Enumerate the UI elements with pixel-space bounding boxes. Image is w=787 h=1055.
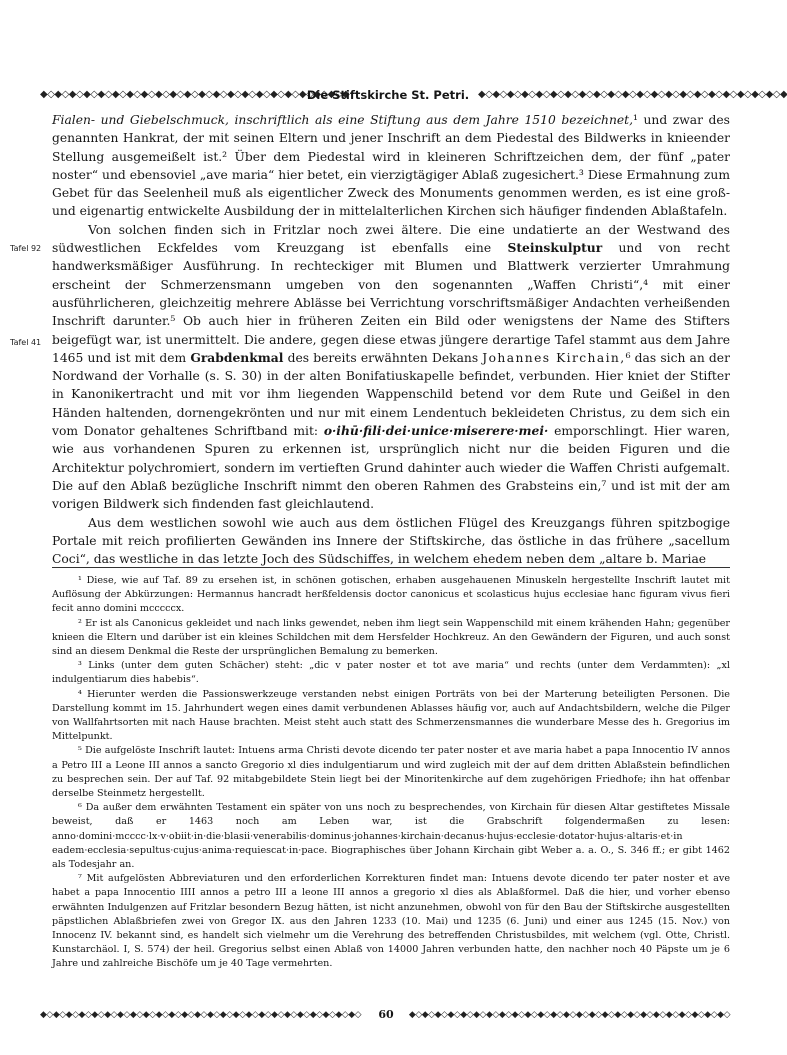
header-ornament-right: ◆◇◆◇◆◇◆◇◆◇◆◇◆◇◆◇◆◇◆◇◆◇◆◇◆◇◆◇◆◇◆◇◆◇◆◇◆◇◆◇◆◇◆ — [478, 89, 787, 100]
main-text — [52, 111, 730, 568]
margin-note-tafel-41: Tafel 41 — [10, 338, 42, 347]
paragraph-1 — [52, 111, 730, 221]
margin-note-tafel-92: Tafel 92 — [10, 244, 42, 253]
footnote: ⁶ Da außer dem erwähnten Testament ein später von uns noch zu besprechendes, von Kirchain für diesen Altar gestiftetes Missale beweist, daß er 1463 noch am Leben war, ist die Grabschrift folgendermaßen zu lesen: anno·domini·mcccc·lx·v·obiit·in·die·blasii·venerabilis·dominus·johannes·kirchain·decanus·hujus·ecclesie·dotator·hujus·altaris·et·in eadem·ecclesia·sepultus·cujus·anima·requiescat·in·pace. Biographisches über Johann Kirchain gibt Weber a. a. O., S. 346 ff.; er gibt 1462 als Todesjahr an. — [52, 802, 730, 871]
footnotes — [52, 574, 730, 972]
page-number: 60 — [378, 1008, 394, 1021]
footnote: ² Er ist als Canonicus gekleidet und nach links gewendet, neben ihm liegt sein Wappenschild mit einem krähenden Hahn; gegenüber knieen die Eltern und darüber ist ein kleines Schildchen mit dem Hersfelder Hochkreuz. An den Gewändern der Figuren, und auch sonst sind an diesem Denkmal die Reste der ursprünglichen Bemalung zu bemerken. — [52, 617, 730, 658]
footer-ornament-right: ◆◇◆◇◆◇◆◇◆◇◆◇◆◇◆◇◆◇◆◇◆◇◆◇◆◇◆◇◆◇◆◇◆◇◆◇◆◇◆◇◆◇◆◇◆◇◆◇◆◇ — [408, 1010, 730, 1020]
inscription-italic: Fialen- und Giebelschmuck, inschriftlich als eine Stiftung aus dem Jahre 1510 bezeichnet, — [52, 113, 634, 127]
paragraph-2 — [52, 221, 730, 514]
name-johannes-kirchain: Johannes Kirchain, — [482, 350, 626, 365]
footer-ornament-left: ◆◇◆◇◆◇◆◇◆◇◆◇◆◇◆◇◆◇◆◇◆◇◆◇◆◇◆◇◆◇◆◇◆◇◆◇◆◇◆◇◆◇◆◇◆◇◆◇◆◇ — [40, 1010, 362, 1020]
footnote-rule — [52, 567, 730, 568]
footnote: ⁴ Hierunter werden die Passionswerkzeuge verstanden nebst einigen Porträts von bei der Marterung beteiligten Personen. Die Darstellung kommt im 15. Jahrhundert wegen eines damit verbundenen Ablasses häufig vor, auch auf Andachtsbildern, welche die Pilger von Wallfahrtsorten mit nach Hause brachten. Meist steht auch statt des Schmerzensmannes die wunderbare Messe des h. Gregorius im Mittelpunkt. — [52, 688, 730, 743]
term-grabdenkmal: Grabdenkmal — [190, 349, 284, 365]
paragraph-3: Aus dem westlichen sowohl wie auch aus dem östlichen Flügel des Kreuzgangs führen spitzbogige Portale mit reich profilierten Gewänden ins Innere der Stiftskirche, das östliche in das frühere „sacellum Coci“, das westliche in das letzte Joch des Südschiffes, in welchem ehedem neben dem „altare b. Mariae — [52, 515, 730, 567]
paragraph-2-text-a: Von solchen finden sich in Fritzlar noch zwei ältere. Die eine undatierte an der Westwand des südwestlichen Eckfeldes vom Kreuzgang ist ebenfalls eine — [52, 222, 730, 256]
paragraph-2-text-g: ⁶ das sich an der Nordwand der Vorhalle (s. S. 30) in der alten Bonifatiuskapelle befindet, verbunden. Hier kniet der Stifter in Kanonikertracht und mit vor ihm liegenden Wappenschild betend vor dem Rute und Geißel in den Händen haltenden, dornengekrönten und nur mit einem Lendentuch bekleideten Christus, zu dem sich ein vom Donator gehaltenes Schriftband mit: — [52, 350, 730, 439]
running-footer — [40, 1007, 730, 1023]
paragraph-1-text: ¹ und zwar des genannten Hankrat, der mit seinen Eltern und jener Inschrift an dem Piedestal des Bildwerks in knieender Stellung ausgemeißelt ist.² Über dem Piedestal wird in kleineren Schriftzeichen dem, der fünf „pater noster“ und ebensoviel „ave maria“ hier betet, ein vierzigtägiger Ablaß zugesichert.³ Diese Ermahnung zum Gebet für das Seelenheil muß als eigentlicher Zweck des Monuments genommen werden, es ist eine groß- und eigenartig entwickelte Ausbildung der in mittelalterlichen Kirchen sich häufiger findenden Ablaßtafeln. — [52, 113, 730, 219]
paragraph-2-text-c: und von recht handwerksmäßiger Ausführung. In rechteckiger mit Blumen und Blattwerk verzierter Umrahmung erscheint der Schmerzensmann umgeben von den sogenannten „Waffen Christi“,⁴ mit einer ausführlicheren, gleichzeitig mehrere Ablässe bei Verrichtung vorschriftsmäßiger Andachten verheißenden Inschrift darunter.⁵ Ob auch hier in früheren Zeiten ein Bild oder wenigstens der Name des Stifters beigefügt war, ist unermittelt. Die andere, gegen diese etwas jüngere derartige Tafel stammt aus dem Jahre 1465 und ist mit dem — [52, 241, 730, 365]
header-ornament-left: ◆◇◆◇◆◇◆◇◆◇◆◇◆◇◆◇◆◇◆◇◆◇◆◇◆◇◆◇◆◇◆◇◆◇◆◇◆◇◆◇◆◇◆ — [40, 89, 350, 100]
paragraph-2-text-i: emporschlingt. Hier waren, wie aus vorhandenen Spuren zu erkennen ist, ursprünglich nicht nur die beiden Figuren und die Architektur polychromiert, sondern im vertieften Grund dahinter auch wieder die Waffen Christi aufgemalt. Die auf den Ablaß bezügliche Inschrift nimmt den oberen Rahmen des Grabsteins ein,⁷ und ist mit der am vorigen Bildwerk sich findenden fast gleichlautend. — [52, 424, 730, 512]
footnote: ⁷ Mit aufgelösten Abbreviaturen und den erforderlichen Korrekturen findet man: Intuens devote dicendo ter pater noster et ave habet a papa Innocentio IIII annos a petro III a leone III annos a gregorio xl dies als Ablaßformel. Daß die hier, und vorher ebenso erwähnten Indulgenzen auf Fritzlar besondern Bezug hätten, ist nicht anzunehmen, obwohl von für den Bau der Stiftskirche ausgestellten päpstlichen Ablaßbriefen zwei von Gregor IX. aus den Jahren 1233 (10. Mai) und 1235 (6. Juni) und einer aus 1245 (15. Nov.) von Innocenz IV. bekannt sind, es handelt sich vielmehr um die Verehrung des betreffenden Christusbildes, mit welchem (vgl. Otte, Christl. Kunstarchäol. I, S. 574) der heil. Gregorius selbst einen Ablaß von 14000 Jahren verbunden hatte, den nachher noch 40 Päpste um je 6 Jahre und zahlreiche Bischöfe um je 40 Tage vermehrten. — [52, 873, 730, 970]
footnote: ⁵ Die aufgelöste Inschrift lautet: Intuens arma Christi devote dicendo ter pater noster et ave maria habet a papa Innocentio IV annos a Petro III a Leone III annos a sancto Gregorio xl dies indulgentiarum und wird zugleich mit der auf dem dritten Ablaßstein befindlichen zu besprechen sein. Der auf Taf. 92 mitabgebildete Stein liegt bei der Minoritenkirche auf dem zugehörigen Friedhofe; ihn hat offenbar derselbe Steinmetz hergestellt. — [52, 745, 730, 800]
running-header — [40, 85, 787, 105]
inscription-band: o·ihū·fili·dei·unice·miserere·mei· — [323, 423, 549, 439]
running-title: Die Stiftskirche St. Petri. — [306, 88, 470, 102]
footnote: ¹ Diese, wie auf Taf. 89 zu ersehen ist, in schönen gotischen, erhaben ausgehauenen Minuskeln hergestellte Inschrift lautet mit Auflösung der Abkürzungen: Hermannus hancradt herßfeldensis doctor canonicus et scolasticus hujus ecclesiae hanc figuram vivus fieri fecit anno domini mcccccx. — [52, 575, 730, 615]
paragraph-2-text-e: des bereits erwähnten Dekans — [283, 350, 483, 365]
footnote: ³ Links (unter dem guten Schächer) steht: „dic v pater noster et tot ave maria“ und rechts (unter dem Verdammten): „xl indulgentiarum dies habebis“. — [52, 660, 730, 686]
term-steinskulptur: Steinskulptur — [507, 240, 603, 256]
